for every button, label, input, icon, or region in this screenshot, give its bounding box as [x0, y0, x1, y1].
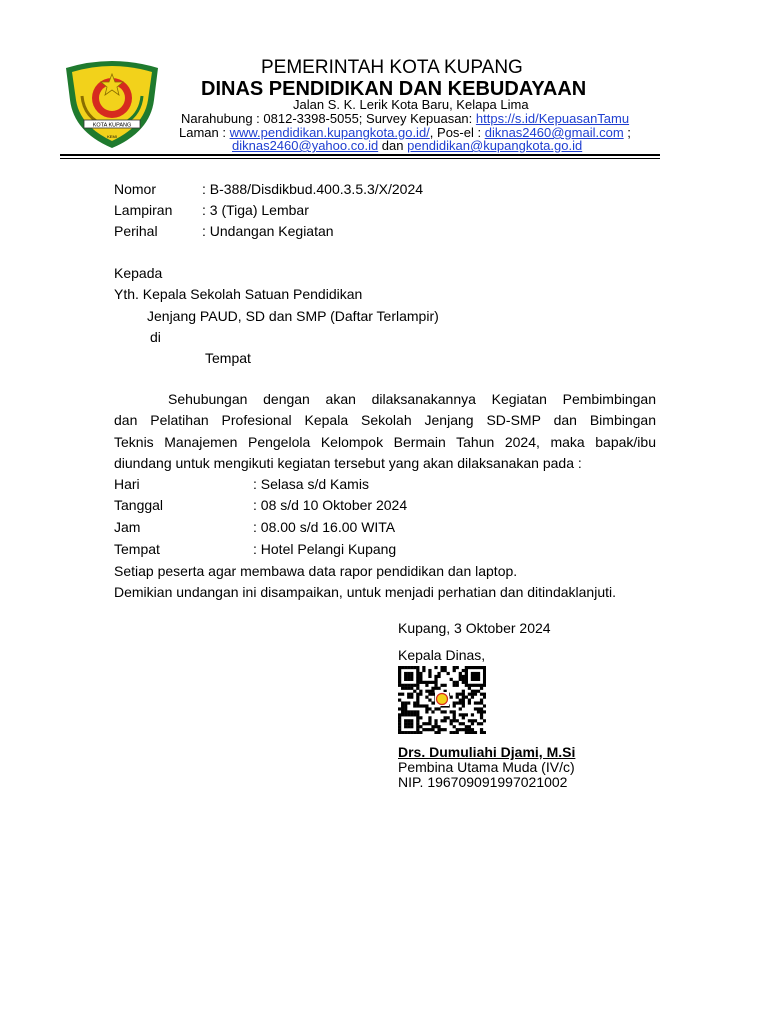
- meta-attachment-value: : 3 (Tiga) Lembar: [202, 202, 309, 218]
- signatory-nip: NIP. 196709091997021002: [398, 774, 568, 790]
- email-label: , Pos-el :: [429, 125, 485, 140]
- meta-number-value: : B-388/Disdikbud.400.3.5.3/X/2024: [202, 181, 424, 197]
- email-link-kupang[interactable]: pendidikan@kupangkota.go.id: [407, 138, 583, 153]
- email-link-yahoo[interactable]: diknas2460@yahoo.co.id: [232, 138, 379, 153]
- closing-line2: Demikian undangan ini disampaikan, untuk menjadi perhatian dan ditindaklanjuti.: [114, 584, 616, 600]
- survey-link[interactable]: https://s.id/KepuasanTamu: [475, 111, 630, 126]
- paragraph-line3: Teknis Manajemen Pengelola Kelompok Bermain Tahun 2024, maka bapak/ibu: [114, 434, 656, 450]
- email-line: [232, 138, 582, 153]
- letterhead-rule-thick: [60, 154, 660, 156]
- closing-line1: Setiap peserta agar membawa data rapor pendidikan dan laptop.: [114, 563, 518, 579]
- logo-banner-text: KOTA KUPANG: [92, 122, 132, 129]
- detail-day-label: Hari: [114, 476, 140, 492]
- recipient-kepada: Kepada: [114, 265, 163, 281]
- office-name: DINAS PENDIDIKAN DAN KEBUDAYAAN: [201, 78, 587, 100]
- website-link[interactable]: www.pendidikan.kupangkota.go.id/: [229, 125, 430, 140]
- email-and: dan: [378, 138, 408, 153]
- signatory-name: Drs. Dumuliahi Djami, M.Si: [398, 744, 576, 760]
- signature-place-date: Kupang, 3 Oktober 2024: [398, 620, 551, 636]
- email-separator: ;: [623, 125, 631, 140]
- paragraph-line4: diundang untuk mengikuti kegiatan tersebut yang akan dilaksanakan pada :: [114, 455, 582, 471]
- contact-line: [181, 111, 629, 126]
- email-link-gmail[interactable]: diknas2460@gmail.com: [484, 125, 624, 140]
- contact-text: Narahubung : 0812-3398-5055; Survey Kepuasan:: [181, 111, 476, 126]
- web-label: Laman :: [179, 125, 230, 140]
- detail-date-value: : 08 s/d 10 Oktober 2024: [253, 497, 408, 513]
- recipient-di: di: [150, 329, 161, 345]
- meta-attachment-label: Lampiran: [114, 202, 173, 218]
- letterhead-rule-thin: [60, 158, 660, 159]
- paragraph-line1: Sehubungan dengan akan dilaksanakannya Kegiatan Pembimbingan: [168, 391, 656, 407]
- paragraph-line2: dan Pelatihan Profesional Kepala Sekolah Jenjang SD-SMP dan Bimbingan: [114, 412, 656, 428]
- detail-time-label: Jam: [114, 519, 141, 535]
- qr-code-icon[interactable]: [398, 666, 486, 734]
- detail-date-label: Tanggal: [114, 497, 164, 513]
- recipient-line1: Yth. Kepala Sekolah Satuan Pendidikan: [114, 286, 363, 302]
- detail-place-value: : Hotel Pelangi Kupang: [253, 541, 397, 557]
- detail-place-label: Tempat: [114, 541, 160, 557]
- government-name: PEMERINTAH KOTA KUPANG: [261, 57, 523, 78]
- recipient-tempat: Tempat: [205, 350, 251, 366]
- meta-subject-value: : Undangan Kegiatan: [202, 223, 334, 239]
- signature-position: Kepala Dinas,: [398, 647, 486, 663]
- detail-day-value: : Selasa s/d Kamis: [253, 476, 369, 492]
- city-coat-of-arms-icon: [62, 60, 162, 152]
- meta-number-label: Nomor: [114, 181, 157, 197]
- signatory-rank: Pembina Utama Muda (IV/c): [398, 759, 575, 775]
- meta-subject-label: Perihal: [114, 223, 158, 239]
- svg-text:KEMI: KEMI: [107, 134, 117, 139]
- office-address: Jalan S. K. Lerik Kota Baru, Kelapa Lima: [293, 97, 529, 112]
- recipient-line2: Jenjang PAUD, SD dan SMP (Daftar Terlampir): [147, 308, 439, 324]
- detail-time-value: : 08.00 s/d 16.00 WITA: [253, 519, 396, 535]
